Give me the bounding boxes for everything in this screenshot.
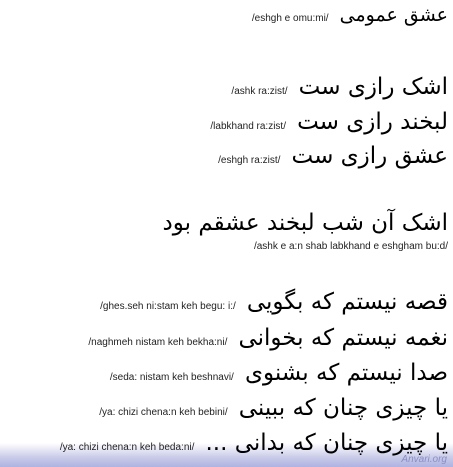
verse-transliteration: /labkhand ra:zist/ [210,121,286,132]
verse-persian: لبخند رازی ست [297,109,448,135]
verse-persian: اشک آن شب لبخند عشقم بود [162,210,448,236]
verse-persian: یا چیزی چنان که بدانی ... [205,430,448,456]
verse-line [100,289,448,315]
verse-line [88,325,448,351]
verse-transliteration: /ashk e a:n shab labkhand e eshgham bu:d/ [253,241,448,252]
verse-transliteration: /ya: chizi chena:n keh beda:ni/ [59,442,195,453]
watermark-logo: Anvari.org [401,454,447,465]
verse-persian: نغمه نیستم که بخوانی [238,325,448,351]
verse-line [99,395,448,421]
verse-line [231,74,448,100]
verse-persian: یا چیزی چنان که ببینی [238,395,448,421]
title-persian: عشق عمومی [339,4,448,26]
verse-line [218,143,448,169]
poem-title-line [252,4,448,26]
verse-transliteration: /seda: nistam keh beshnavi/ [109,372,234,383]
verse-transliteration: /ya: chizi chena:n keh bebini/ [99,407,228,418]
verse-persian: عشق رازی ست [291,143,448,169]
verse-persian: اشک رازی ست [298,74,448,100]
verse-line [163,210,448,236]
verse-transliteration: /ghes.seh ni:stam keh begu: i:/ [100,301,236,312]
verse-persian: قصه نیستم که بگویی [246,289,448,315]
verse-transliteration: /ashk ra:zist/ [231,86,288,97]
title-transliteration: /eshgh e omu:mi/ [251,13,329,24]
verse-transliteration: /naghmeh nistam keh bekha:ni/ [88,337,228,348]
verse-transliteration: /eshgh ra:zist/ [218,155,281,166]
verse-line [210,109,448,135]
verse-persian: صدا نیستم که بشنوی [244,360,448,386]
verse-line [60,430,448,456]
verse-line [110,360,448,386]
